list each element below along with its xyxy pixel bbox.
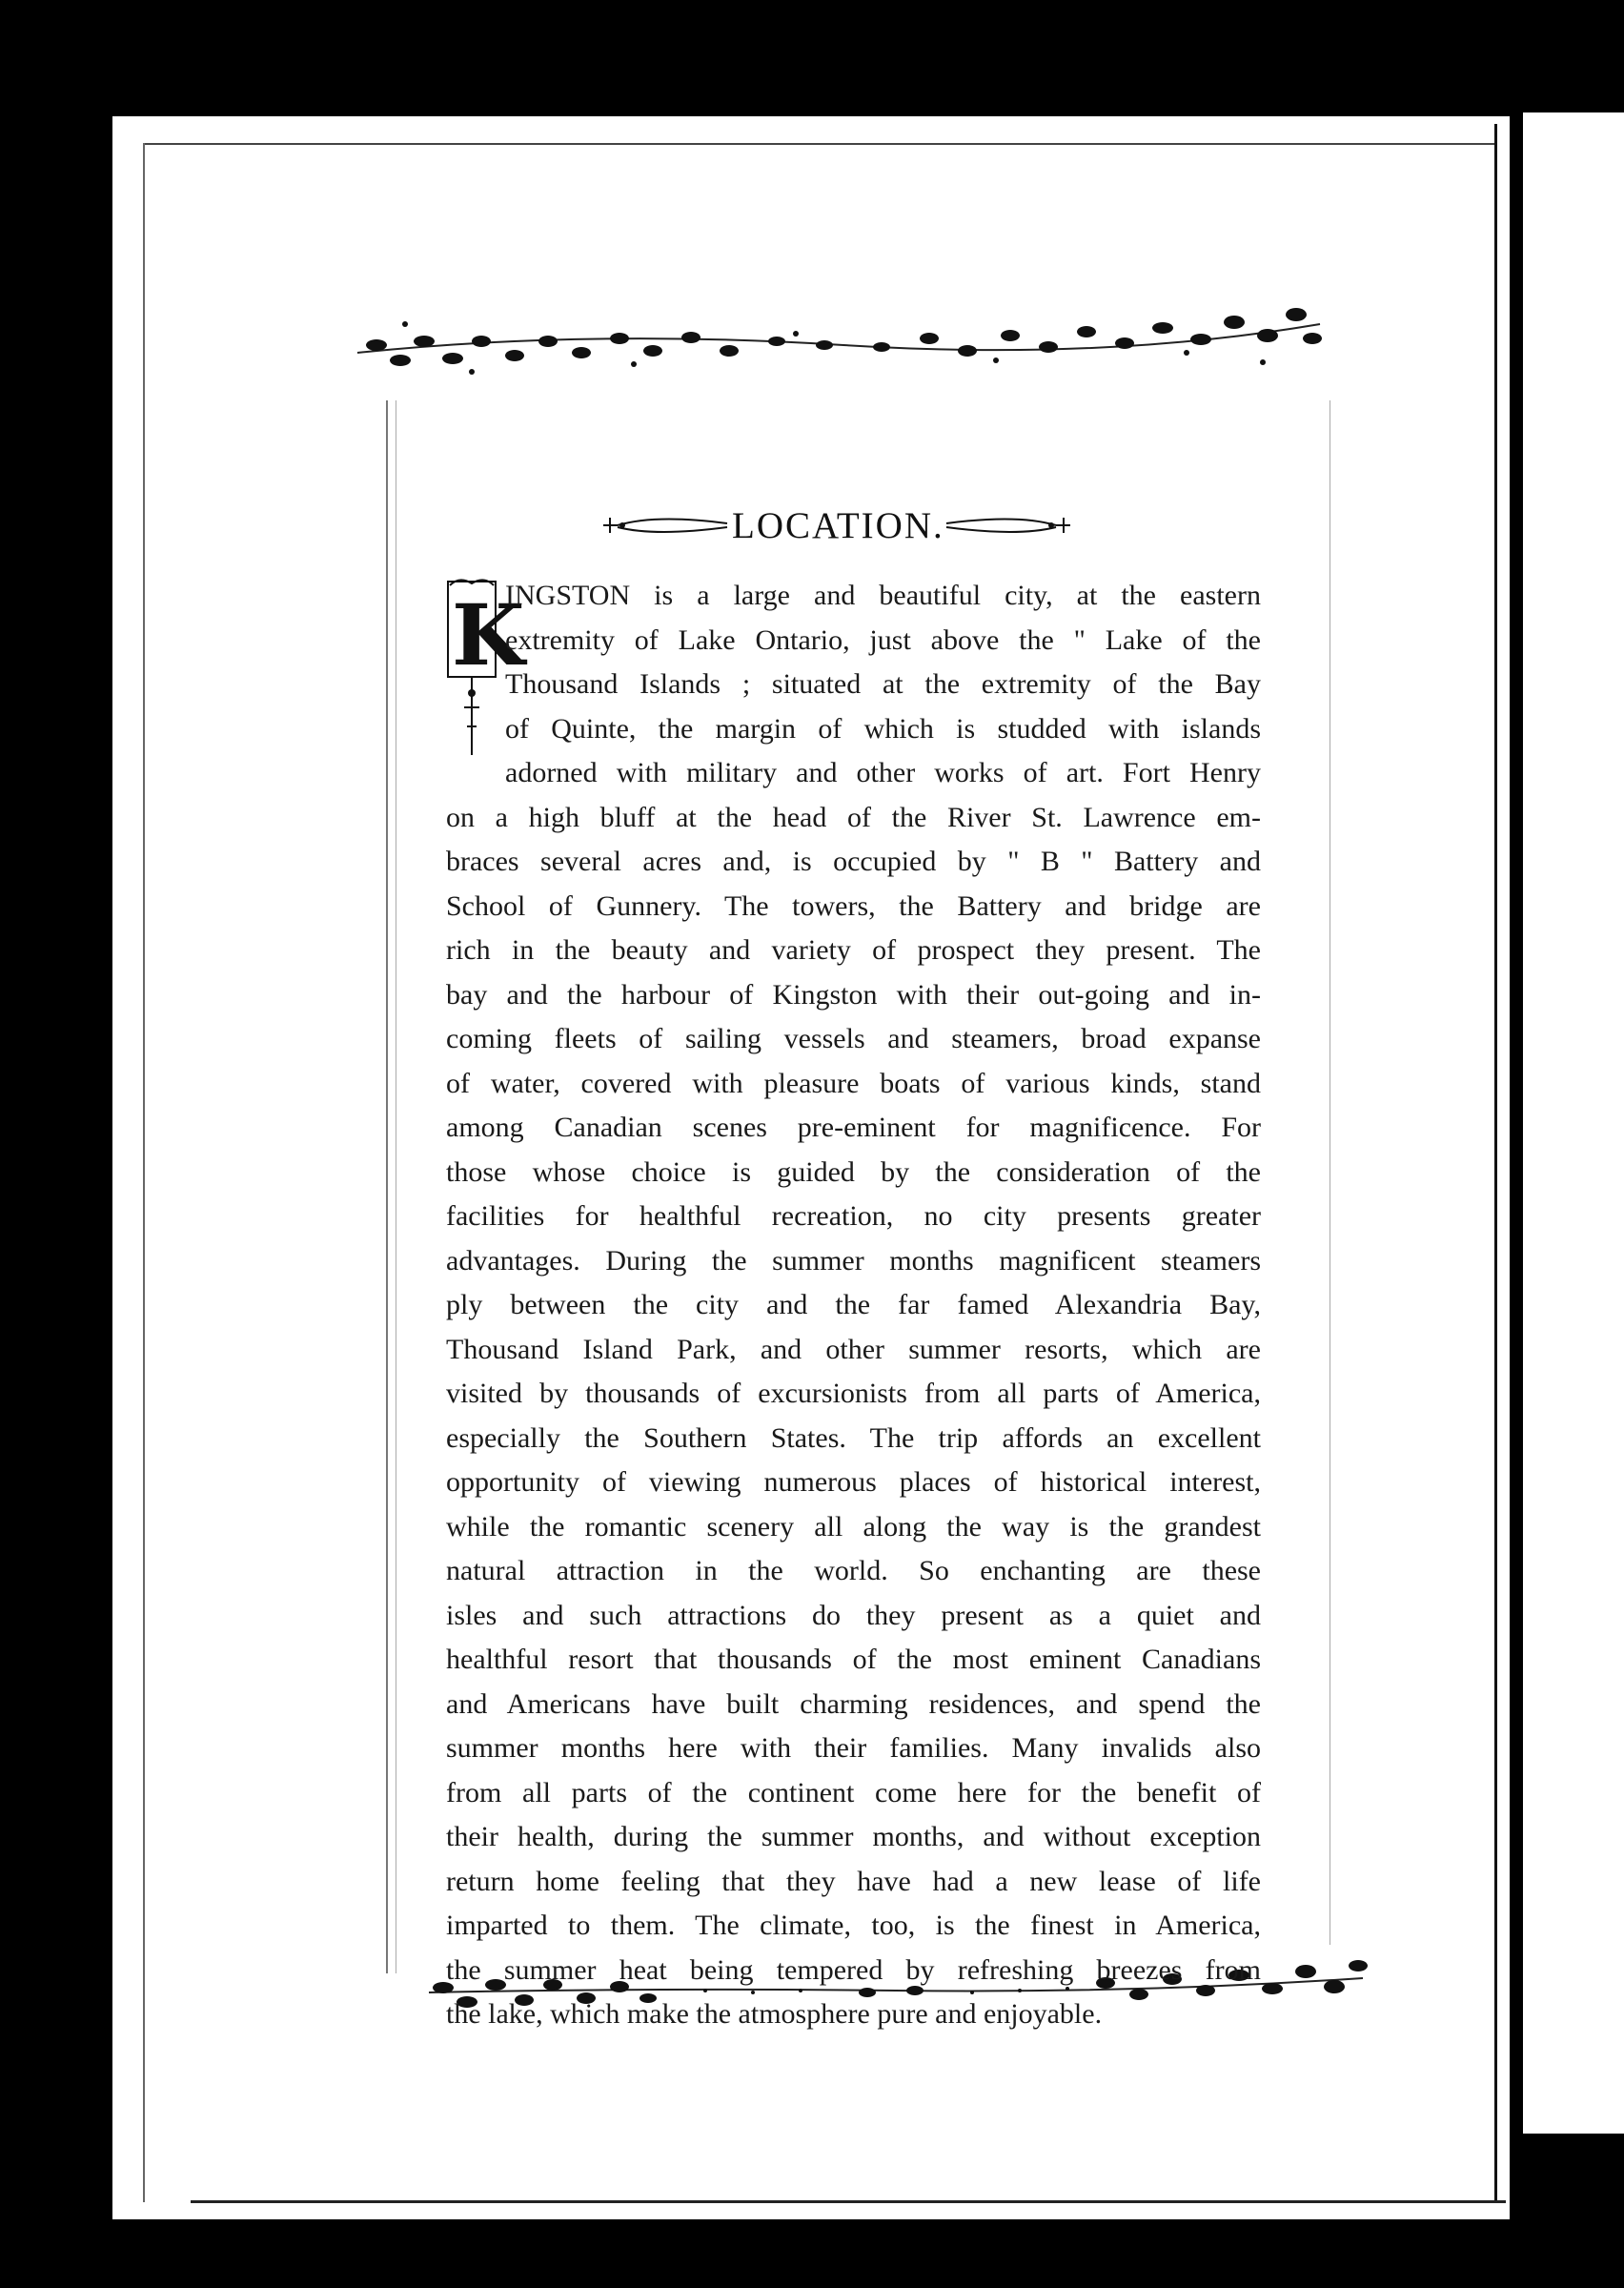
text-line: rich in the beauty and variety of prospect they present. The [446,934,1261,966]
text-line: braces several acres and, is occupied by " B " Battery and [446,846,1261,877]
drop-cap-letter: K [452,585,525,684]
text-line: visited by thousands of excursionists from all parts of America, [446,1378,1261,1409]
text-line: summer months here with their families. Many invalids also [446,1732,1261,1764]
page-title: LOCATION. [732,505,944,546]
text-line: adorned with military and other works of art. Fort Henry [505,757,1261,788]
text-line: among Canadian scenes pre-eminent for magnificence. For [446,1112,1261,1143]
text-line: natural attraction in the world. So enchanting are these [446,1555,1261,1586]
text-line: advantages. During the summer months magnificent steamers [446,1244,1261,1277]
text-line: bay and the harbour of Kingston with their out-going and in- [446,978,1261,1011]
text-line: coming fleets of sailing vessels and steamers, broad expanse [446,1023,1261,1054]
page-edge-bottom [191,2200,1506,2203]
text-line: of water, covered with pleasure boats of various kinds, stand [446,1067,1261,1099]
text-line: INGSTON is a large and beautiful city, at the eastern [505,580,1261,611]
text-line: the lake, which make the atmosphere pure and enjoyable. [446,1998,1103,2030]
text-line: facilities for healthful recreation, no city presents greater [446,1200,1261,1232]
text-line: of Quinte, the margin of which is studded with islands [505,712,1261,745]
text-line: School of Gunnery. The towers, the Battery and bridge are [446,889,1261,922]
frame-line-left [386,400,388,1973]
page-edge-left [143,143,145,2202]
text-line: return home feeling that they have had a new lease of life [446,1865,1261,1897]
text-line: while the romantic scenery all along the way is the grandest [446,1510,1261,1542]
text-line: opportunity of viewing numerous places of historical interest, [446,1466,1261,1498]
text-line: and Americans have built charming residences, and spend the [446,1687,1261,1720]
text-line: those whose choice is guided by the consideration of the [446,1155,1261,1188]
text-line: imparted to them. The climate, too, is the finest in America, [446,1910,1261,1941]
text-line: healthful resort that thousands of the most eminent Canadians [446,1644,1261,1675]
text-line: extremity of Lake Ontario, just above the " Lake of the [505,623,1261,656]
text-line: ply between the city and the far famed Alexandria Bay, [446,1289,1261,1320]
text-line: from all parts of the continent come here for the benefit of [446,1776,1261,1808]
top-vine-ornament [348,286,1330,396]
text-line: Thousand Island Park, and other summer resorts, which are [446,1333,1261,1365]
text-line: their health, during the summer months, and without exception [446,1821,1261,1852]
text-line: on a high bluff at the head of the River St. Lawrence em- [446,801,1261,833]
text-line: the summer heat being tempered by refreshing breezes from [446,1953,1261,1986]
facing-page [1523,112,1624,2134]
body-paragraph [446,574,1261,2037]
heading-row [599,500,1075,550]
left-flourish-ornament [599,510,732,539]
text-line: Thousand Islands ; situated at the extremity of the Bay [505,668,1261,700]
text-line: especially the Southern States. The trip affords an excellent [446,1421,1261,1454]
text-line: isles and such attractions do they present as a quiet and [446,1599,1261,1631]
right-flourish-ornament [942,510,1075,539]
page-edge-top [143,143,1496,145]
facing-page-edge [1494,124,1497,2202]
